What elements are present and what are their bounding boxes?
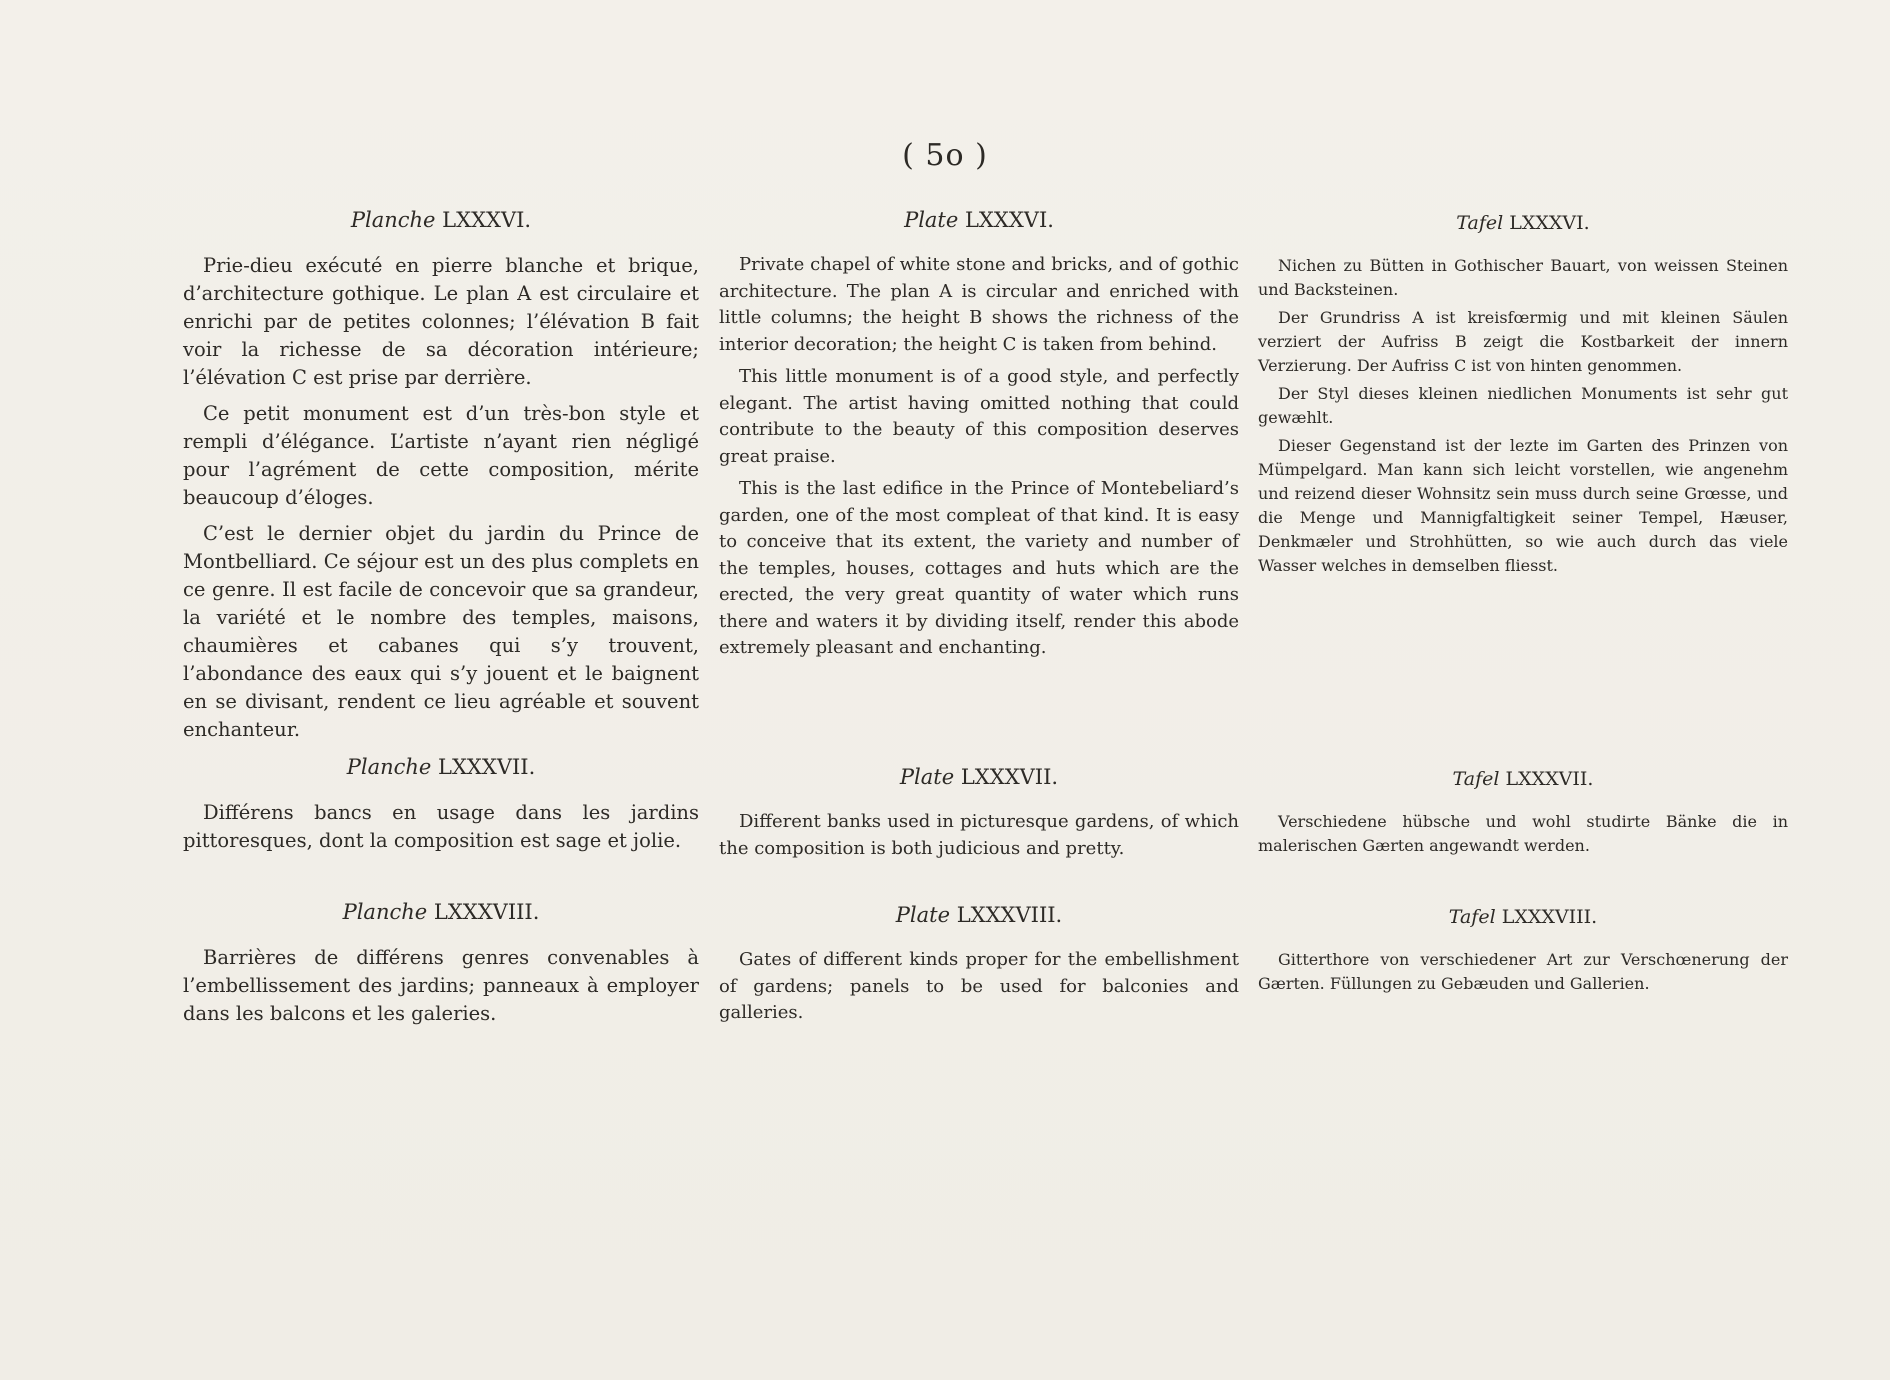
english-section-lxxxvii	[719, 765, 1239, 868]
section-heading: Plate LXXXVII.	[899, 765, 1059, 789]
section-heading: Planche LXXXVIII.	[342, 900, 540, 924]
french-section-lxxxviii	[183, 900, 699, 1036]
paragraph: Différens bancs en usage dans les jardins pittoresques, dont la composition est sage et jolie.	[183, 801, 699, 852]
german-section-lxxxvii	[1258, 768, 1788, 862]
section-heading: Planche LXXXVI.	[350, 208, 532, 232]
page-number: ( 5o )	[902, 138, 988, 173]
paragraph: Prie-dieu exécuté en pierre blanche et brique, d’architecture gothique. Le plan A est circulaire et enrichi par de petites colonnes; l’élévation B fait voir la richesse de sa décoration intérieure; l’élévation C est prise par derrière.	[183, 254, 699, 389]
section-heading: Plate LXXXVIII.	[895, 903, 1063, 927]
paragraph: Dieser Gegenstand ist der lezte im Garten des Prinzen von Mümpelgard. Man kann sich leicht vorstellen, wie angenehm und reizend dieser Wohnsitz sein muss durch seine Grœsse, und die Menge und Mannigfaltigkeit seiner Tempel, Hæuser, Denkmæler und Strohhütten, so wie auch durch das viele Wasser welches in demselben fliesst.	[1258, 436, 1788, 575]
paragraph: This is the last edifice in the Prince of Montebeliard’s garden, one of the most compleat of that kind. It is easy to conceive that its extent, the variety and number of the temples, houses, cottages and huts which are the erected, the very great quantity of water which runs there and waters it by dividing itself, render this abode extremely pleasant and enchanting.	[719, 478, 1239, 658]
english-section-lxxxviii	[719, 903, 1239, 1033]
section-heading: Plate LXXXVI.	[904, 208, 1054, 232]
english-section-lxxxvi	[719, 208, 1239, 668]
paragraph: Nichen zu Bütten in Gothischer Bauart, von weissen Steinen und Backsteinen.	[1258, 256, 1788, 299]
paragraph: Private chapel of white stone and bricks, and of gothic architecture. The plan A is circular and enriched with little columns; the height B shows the richness of the interior decoration; the height C is taken from behind.	[719, 254, 1239, 355]
section-heading: Tafel LXXXVI.	[1456, 212, 1590, 234]
paragraph: C’est le dernier objet du jardin du Prince de Montbelliard. Ce séjour est un des plus complets en ce genre. Il est facile de concevoir que sa grandeur, la variété et le nombre des temples, maisons, chaumières et cabanes qui s’y trouvent, l’abondance des eaux qui s’y jouent et le baignent en se divisant, rendent ce lieu agréable et souvent enchanteur.	[183, 522, 699, 741]
paragraph: Gitterthore von verschiedener Art zur Verschœnerung der Gærten. Füllungen zu Gebæuden und Gallerien.	[1258, 950, 1788, 993]
section-heading: Tafel LXXXVII.	[1452, 768, 1594, 790]
paragraph: This little monument is of a good style, and perfectly elegant. The artist having omitted nothing that could contribute to the beauty of this composition deserves great praise.	[719, 366, 1239, 467]
paragraph: Verschiedene hübsche und wohl studirte Bänke die in malerischen Gærten angewandt werden.	[1258, 812, 1788, 855]
paragraph: Ce petit monument est d’un très-bon style et rempli d’élégance. L’artiste n’ayant rien négligé pour l’agrément de cette composition, mérite beaucoup d’éloges.	[183, 402, 699, 509]
paragraph: Der Styl dieses kleinen niedlichen Monuments ist sehr gut gewæhlt.	[1258, 384, 1788, 427]
german-section-lxxxvi	[1258, 212, 1788, 582]
german-section-lxxxviii	[1258, 906, 1788, 1000]
french-section-lxxxvii	[183, 755, 699, 863]
french-section-lxxxvi	[183, 208, 699, 752]
paragraph: Gates of different kinds proper for the embellishment of gardens; panels to be used for balconies and galleries.	[719, 949, 1239, 1023]
section-heading: Tafel LXXXVIII.	[1448, 906, 1598, 928]
paragraph: Der Grundriss A ist kreisfœrmig und mit kleinen Säulen verziert der Aufriss B zeigt die Kostbarkeit der innern Verzierung. Der Aufriss C ist von hinten genommen.	[1258, 308, 1788, 375]
section-heading: Planche LXXXVII.	[346, 755, 536, 779]
paragraph: Barrières de différens genres convenables à l’embellissement des jardins; panneaux à employer dans les balcons et les galeries.	[183, 946, 699, 1025]
paragraph: Different banks used in picturesque gardens, of which the composition is both judicious and pretty.	[719, 811, 1239, 859]
